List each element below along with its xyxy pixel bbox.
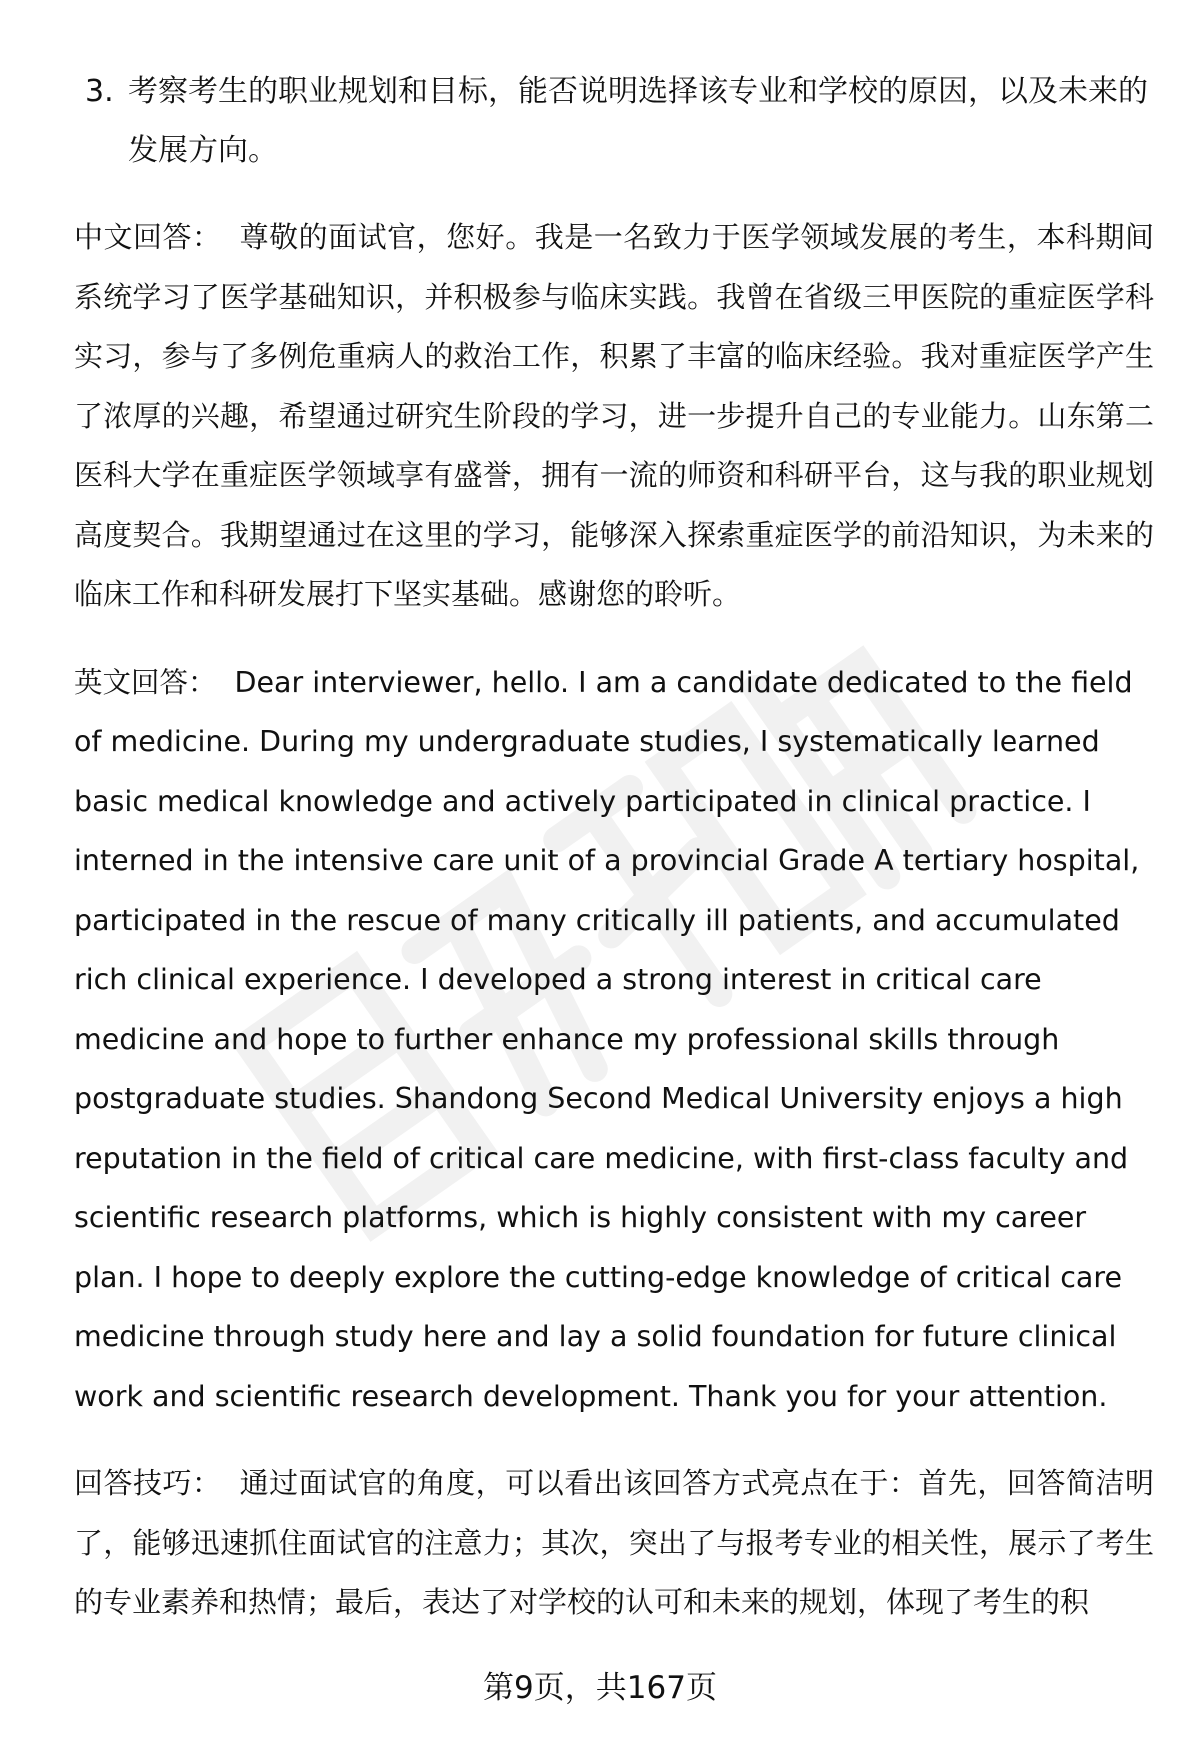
chinese-answer-text: 尊敬的面试官，您好。我是一名致力于医学领域发展的考生，本科期间系统学习了医学基础知识，并积极参与临床实践。我曾在省级三甲医院的重症医学科实习，参与了多例危重病人的救治工作，积累了丰富的临床经验。我对重症医学产生了浓厚的兴趣，希望通过研究生阶段的学习，进一步提升自己的专业能力。山东第二医科大学在重症医学领域享有盛誉，拥有一流的师资和科研平台，这与我的职业规划高度契合。我期望通过在这里的学习，能够深入探索重症医学的前沿知识，为未来的临床工作和科研发展打下坚实基础。感谢您的聆听。	[74, 220, 1154, 611]
answer-tips-label: 回答技巧：	[74, 1466, 222, 1500]
question-text: 考察考生的职业规划和目标，能否说明选择该专业和学校的原因，以及未来的发展方向。	[128, 74, 1148, 168]
answer-tips-text: 通过面试官的角度，可以看出该回答方式亮点在于：首先，回答简洁明了，能够迅速抓住面试官的注意力；其次，突出了与报考专业的相关性，展示了考生的专业素养和热情；最后，表达了对学校的认可和未来的规划，体现了考生的积	[74, 1466, 1154, 1619]
english-answer-label: 英文回答：	[74, 665, 217, 699]
answer-tips	[74, 1454, 1154, 1633]
chinese-answer-label: 中文回答：	[74, 220, 222, 254]
chinese-answer	[74, 208, 1154, 625]
question-item	[74, 62, 1154, 180]
english-answer-text: Dear interviewer, hello. I am a candidate dedicated to the field of medicine. During my undergraduate studies, I systematically learned basic medical knowledge and actively participated in clinical practice. I interned in the intensive care unit of a provincial Grade A tertiary hospital, participated in the rescue of many critically ill patients, and accumulated rich clinical experience. I developed a strong interest in critical care medicine and hope to further enhance my professional skills through postgraduate studies. Shandong Second Medical University enjoys a high reputation in the field of critical care medicine, with first-class faculty and scientific research platforms, which is highly consistent with my career plan. I hope to deeply explore the cutting-edge knowledge of critical care medicine through study here and lay a solid foundation for future clinical work and scientific research development. Thank you for your attention.	[74, 665, 1140, 1413]
question-number: 3.	[85, 74, 114, 109]
english-answer	[74, 653, 1154, 1427]
document-body	[74, 62, 1154, 1661]
page-indicator: 第9页，共167页	[483, 1670, 717, 1706]
